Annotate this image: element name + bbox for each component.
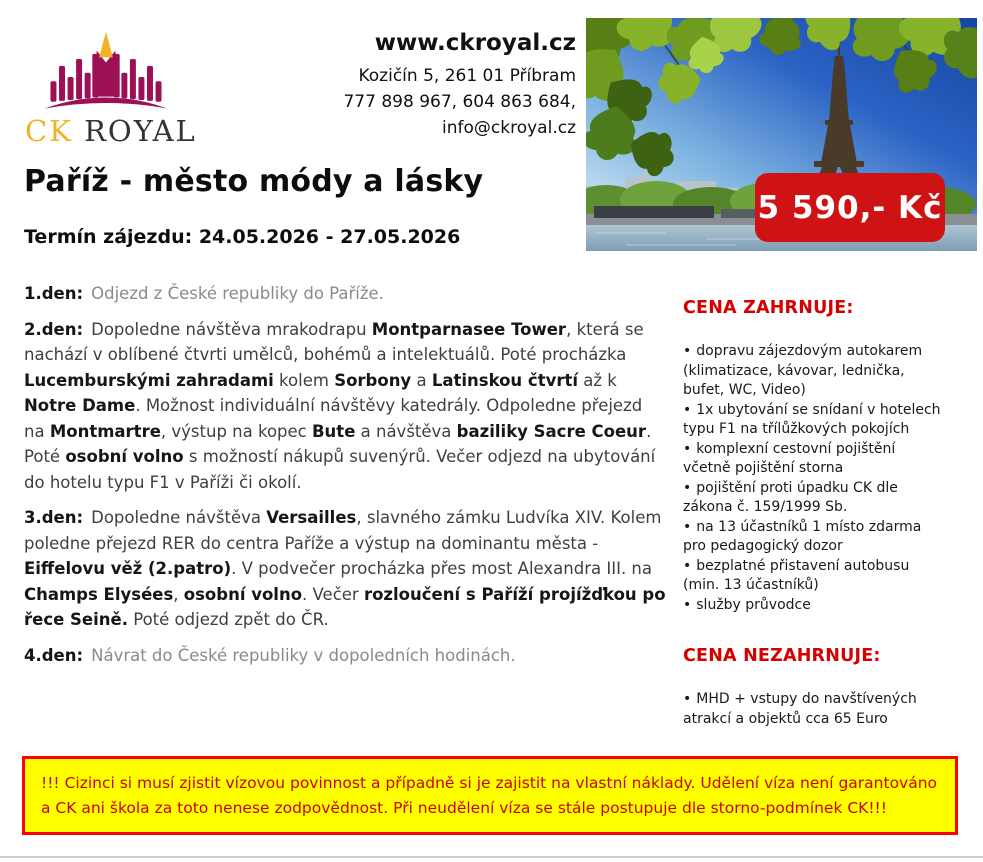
contact-block (343, 30, 576, 141)
itinerary-day (24, 281, 668, 307)
brand-royal: ROYAL (84, 114, 197, 148)
list-item: • služby průvodce (683, 596, 811, 613)
bullet-icon: • (683, 479, 692, 496)
day-text: Odjezd z České republiky do Paříže. (91, 284, 384, 303)
address-line: Kozičín 5, 261 01 Příbram (358, 66, 576, 86)
itinerary-day (24, 643, 668, 669)
day-text: s možností nákupů suvenýrů. Večer odjezd na ubytování do hotelu typu F1 v Paříži či okolí. (24, 447, 656, 492)
day-label: 3.den: (24, 508, 84, 527)
ck-royal-logo (25, 30, 197, 148)
page-title: Paříž - město módy a lásky (24, 164, 484, 199)
itinerary-day (24, 317, 668, 496)
list-item: • pojištění proti úpadku CK dle zákona č. 159/1999 Sb. (683, 479, 898, 515)
itinerary-day (24, 505, 668, 633)
price-badge: 5 590,- Kč (755, 173, 945, 242)
highlighted-text: Montparnasee Tower (371, 319, 567, 339)
day-text: . Večer (302, 584, 364, 604)
day-text: a (411, 370, 432, 390)
day-text: , výstup na kopec (160, 421, 312, 441)
highlighted-text: Montmartre (49, 421, 161, 441)
highlighted-text: Champs Elysées (24, 584, 174, 604)
list-item: • bezplatné přistavení autobusu (min. 13 účastníků) (683, 557, 910, 593)
email-link[interactable]: info@ckroyal.cz (442, 118, 576, 138)
day-text: až k (578, 370, 617, 390)
day-text: kolem (273, 370, 335, 390)
bullet-icon: • (683, 440, 692, 457)
highlighted-text: Notre Dame (24, 396, 136, 415)
highlighted-text: osobní volno (183, 584, 303, 604)
bullet-icon: • (683, 518, 692, 535)
paris-photo (586, 18, 977, 251)
excludes-list (683, 690, 945, 729)
includes-heading: CENA ZAHRNUJE: (683, 298, 854, 318)
highlighted-text: Lucemburskými zahradami (24, 370, 274, 390)
day-label: 1.den: (24, 284, 84, 303)
day-text: . Poté (24, 421, 652, 466)
bullet-icon: • (683, 401, 692, 418)
bullet-icon: • (683, 596, 692, 613)
day-text: Dopoledne návštěva (91, 508, 267, 527)
highlighted-text: osobní volno (65, 447, 184, 466)
price-sidebar (683, 298, 945, 729)
list-item: • 1x ubytování se snídaní v hotelech typu F1 na třílůžkových pokojích (683, 401, 941, 437)
brand-ck: CK (25, 114, 73, 148)
highlighted-text: Versailles (266, 508, 357, 527)
list-item: • dopravu zájezdovým autokarem (klimatizace, kávovar, lednička, bufet, WC, Video) (683, 343, 923, 398)
day-text: a návštěva (355, 421, 457, 441)
bullet-icon: • (683, 557, 692, 574)
list-item: • komplexní cestovní pojištění včetně pojištění storna (683, 440, 896, 476)
day-text: . V podvečer procházka přes most Alexandra III. na (231, 559, 653, 578)
page-bottom-divider (0, 856, 983, 858)
excludes-heading: CENA NEZAHRNUJE: (683, 646, 881, 666)
bullet-icon: • (683, 343, 692, 359)
includes-list (683, 342, 945, 615)
day-text: , která se nachází v oblíbené čtvrti umělců, bohémů a intelektuálů. Poté procházka (24, 319, 644, 364)
day-text: , slavného zámku Ludvíka XIV. Kolem poledne přejezd RER do centra Paříže a výstup na dominantu města - (24, 508, 662, 553)
website-link[interactable]: www.ckroyal.cz (374, 30, 576, 56)
trip-dates: Termín zájezdu: 24.05.2026 - 27.05.2026 (24, 226, 461, 248)
highlighted-text: Bute (311, 421, 356, 441)
day-label: 2.den: (24, 319, 84, 339)
highlighted-text: Eiffelovu věž (2.patro) (24, 559, 232, 578)
highlighted-text: Latinskou čtvrtí (431, 370, 579, 390)
day-text: Návrat do České republiky v dopoledních hodinách. (91, 645, 516, 665)
itinerary (24, 281, 668, 678)
highlighted-text: Sorbony (334, 370, 412, 390)
highlighted-text: rozloučení s Paříží projížďkou po řece Seině. (24, 584, 666, 629)
list-item: • na 13 účastníků 1 místo zdarma pro pedagogický dozor (683, 518, 922, 554)
day-text: , (173, 584, 184, 604)
list-item: • MHD + vstupy do navštívených atrakcí a objektů cca 65 Euro (683, 691, 917, 727)
phone-line: 777 898 967, 604 863 684, (343, 92, 576, 112)
crown-icon (30, 30, 182, 112)
day-text: Poté odjezd zpět do ČR. (127, 610, 329, 629)
day-text: . Možnost individuální návštěvy katedrály. Odpoledne přejezd na (24, 396, 643, 441)
day-label: 4.den: (24, 645, 84, 665)
crown-flame-icon (99, 32, 113, 58)
brand-name (25, 114, 197, 148)
day-text: Dopoledne návštěva mrakodrapu (91, 319, 372, 339)
visa-warning: !!! Cizinci si musí zjistit vízovou povinnost a případně si je zajistit na vlastní náklady. Udělení víza není garantováno a CK ani škola za toto nenese zodpovědnost. Při neudělení víza se stále postupuje dle storno-podmínek CK!!! (22, 756, 958, 835)
bullet-icon: • (683, 691, 692, 707)
highlighted-text: baziliky Sacre Coeur (456, 421, 647, 441)
